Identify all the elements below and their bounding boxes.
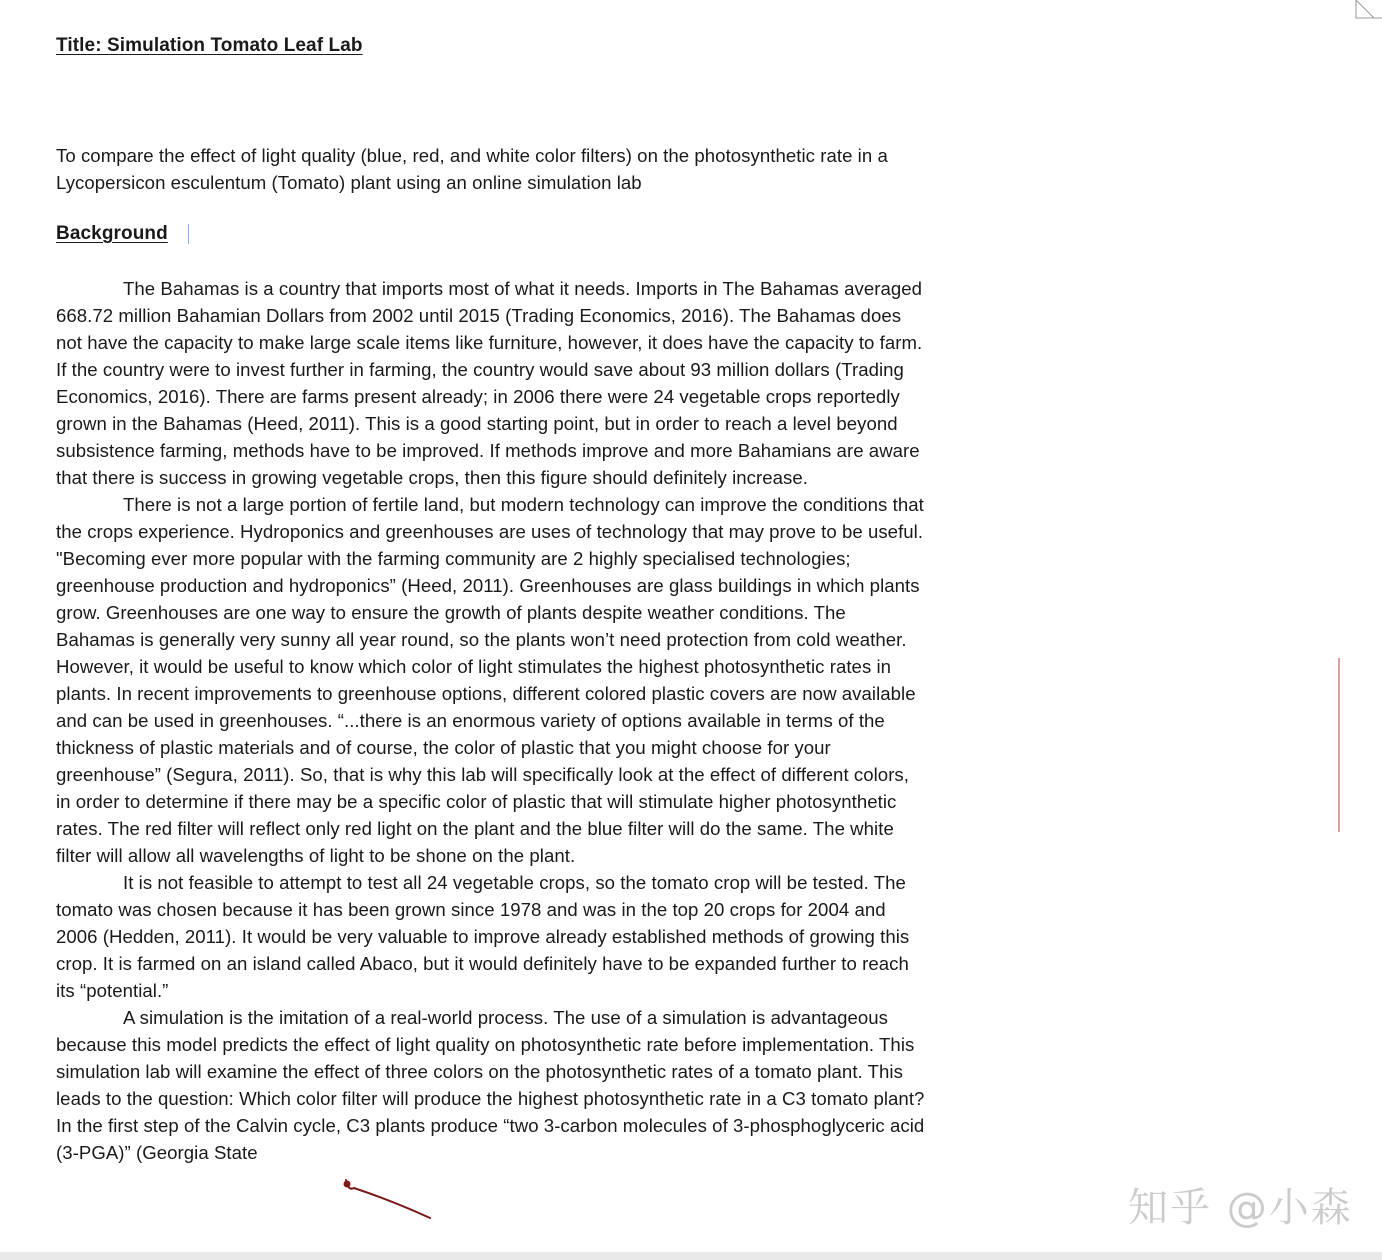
page-corner-fold-icon [1352,0,1382,20]
background-paragraph: The Bahamas is a country that imports most of what it needs. Imports in The Bahamas averaged 668.72 million Bahamian Dollars from 2002 until 2015 (Trading Economics, 2016). The Bahamas does not have the capacity to make large scale items like furniture, however, it does have the capacity to farm. If the country were to invest further in farming, the country would save about 93 million dollars (Trading Economics, 2016). There are farms present already; in 2006 there were 24 vegetable crops reportedly grown in the Bahamas (Heed, 2011). This is a good starting point, but in order to reach a level beyond subsistence farming, methods have to be improved. If methods improve and more Bahamians are aware that there is success in growing vegetable crops, then this figure should definitely increase. [56,278,923,488]
background-paragraph: There is not a large portion of fertile land, but modern technology can improve the conditions that the crops experience. Hydroponics and greenhouses are uses of technology that may prove to be useful. "Becoming ever more popular with the farming community are 2 highly specialised technologies; greenhouse production and hydroponics” (Heed, 2011). Greenhouses are glass buildings in which plants grow. Greenhouses are one way to ensure the growth of plants despite weather conditions. The Bahamas is generally very sunny all year round, so the plants won’t need protection from cold weather. However, it would be useful to know which color of light stimulates the highest photosynthetic rates in plants. In recent improvements to greenhouse options, different colored plastic covers are now available and can be used in greenhouses. “...there is an enormous variety of options available in terms of the thickness of plastic materials and of course, the color of plastic that you might choose for your greenhouse” (Segura, 2011). So, that is why this lab will specifically look at the effect of different colors, in order to determine if there may be a specific color of plastic that will stimulate higher photosynthetic rates. The red filter will reflect only red light on the plant and the blue filter will do the same. The white filter will allow all wavelengths of light to be shone on the plant. [56,494,924,866]
document-title: Title: Simulation Tomato Leaf Lab [56,35,363,56]
background-paragraph: It is not feasible to attempt to test all 24 vegetable crops, so the tomato crop will be tested. The tomato was chosen because it has been grown since 1978 and was in the top 20 crops for 2004 and 2006 (Hedden, 2011). It would be very valuable to improve already established methods of growing this crop. It is farmed on an island called Abaco, but it would definitely have to be expanded further to reach its “potential.” [56,872,910,1001]
margin-change-bar [1338,658,1340,832]
aim-section [56,142,926,196]
handwritten-ink-stroke [338,1174,438,1224]
watermark: 知乎 @小森 [1128,1185,1353,1231]
background-paragraph: A simulation is the imitation of a real-world process. The use of a simulation is advantageous because this model predicts the effect of light quality on photosynthetic rate before implementation. This simulation lab will examine the effect of three colors on the photosynthetic rates of a tomato plant. This leads to the question: Which color filter will produce the highest photosynthetic rate in a C3 tomato plant? In the first step of the Calvin cycle, C3 plants produce “two 3-carbon molecules of 3-phosphoglyceric acid (3-PGA)” (Georgia State [56,1007,925,1163]
text-cursor [188,224,189,244]
aim-text: To compare the effect of light quality (blue, red, and white color filters) on the photosynthetic rate in a Lycopersicon esculentum (Tomato) plant using an online simulation lab [56,145,888,193]
page-bottom-edge [0,1252,1382,1260]
background-heading: Background [56,223,168,244]
background-body [56,275,926,1166]
